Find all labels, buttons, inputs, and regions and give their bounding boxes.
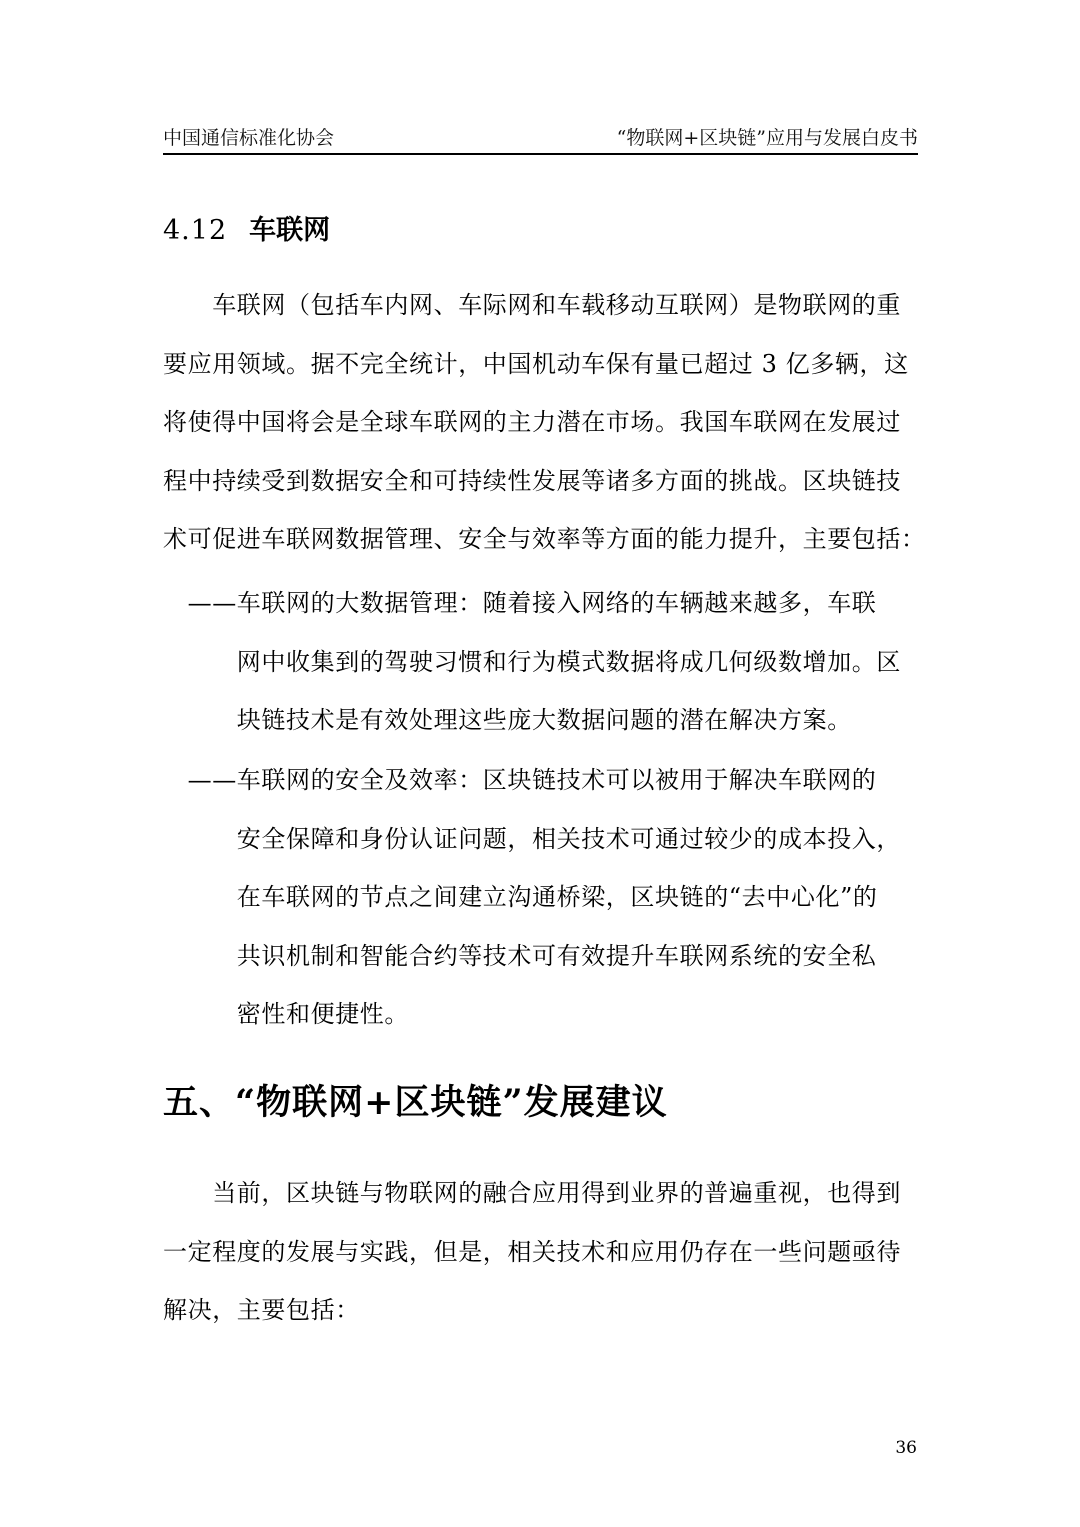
- header-document-title: “物联网+区块链”应用与发展白皮书: [616, 127, 918, 149]
- paragraph-line: 一定程度的发展与实践，但是，相关技术和应用仍存在一些问题亟待: [163, 1237, 901, 1266]
- bullet-line: ——车联网的安全及效率：区块链技术可以被用于解决车联网的: [163, 766, 877, 794]
- bullet-line: 块链技术是有效处理这些庞大数据问题的潜在解决方案。: [163, 706, 852, 734]
- bullet-item-security: [163, 751, 923, 1044]
- bullet-line: 在车联网的节点之间建立沟通桥梁，区块链的“去中心化”的: [163, 883, 878, 911]
- paragraph-line: 车联网（包括车内网、车际网和车载移动互联网）是物联网的重: [163, 291, 901, 319]
- paragraph-line: 要应用领域。据不完全统计，中国机动车保有量已超过 3 亿多辆，这: [163, 349, 909, 378]
- paragraph-line: 解决，主要包括：: [163, 1296, 360, 1324]
- section-number: 4.12: [163, 215, 228, 246]
- paragraph-line: 将使得中国将会是全球车联网的主力潜在市场。我国车联网在发展过: [163, 408, 901, 436]
- section-title: 车联网: [249, 215, 331, 246]
- bullet-item-big-data: [163, 574, 923, 750]
- header-organization: 中国通信标准化协会: [163, 127, 335, 149]
- bullet-line: ——车联网的大数据管理：随着接入网络的车辆越来越多，车联: [163, 589, 877, 617]
- bullet-line: 共识机制和智能合约等技术可有效提升车联网系统的安全私: [163, 941, 877, 970]
- section-heading: [163, 211, 330, 251]
- paragraph-recommendations: [163, 1164, 923, 1340]
- paragraph-line: 程中持续受到数据安全和可持续性发展等诸多方面的挑战。区块链技: [163, 466, 901, 495]
- chapter-heading: 五、“物联网+区块链”发展建议: [163, 1082, 668, 1123]
- bullet-line: 安全保障和身份认证问题，相关技术可通过较少的成本投入，: [163, 824, 901, 853]
- paragraph-intro: [163, 276, 926, 569]
- bullet-line: 网中收集到的驾驶习惯和行为模式数据将成几何级数增加。区: [163, 647, 901, 676]
- bullet-line: 密性和便捷性。: [163, 1000, 409, 1028]
- paragraph-line: 术可促进车联网数据管理、安全与效率等方面的能力提升，主要包括：: [163, 525, 926, 553]
- paragraph-line: 当前，区块链与物联网的融合应用得到业界的普遍重视，也得到: [163, 1179, 901, 1207]
- page-header: [163, 124, 918, 152]
- page-number: 36: [895, 1438, 917, 1458]
- header-rule: [163, 153, 918, 155]
